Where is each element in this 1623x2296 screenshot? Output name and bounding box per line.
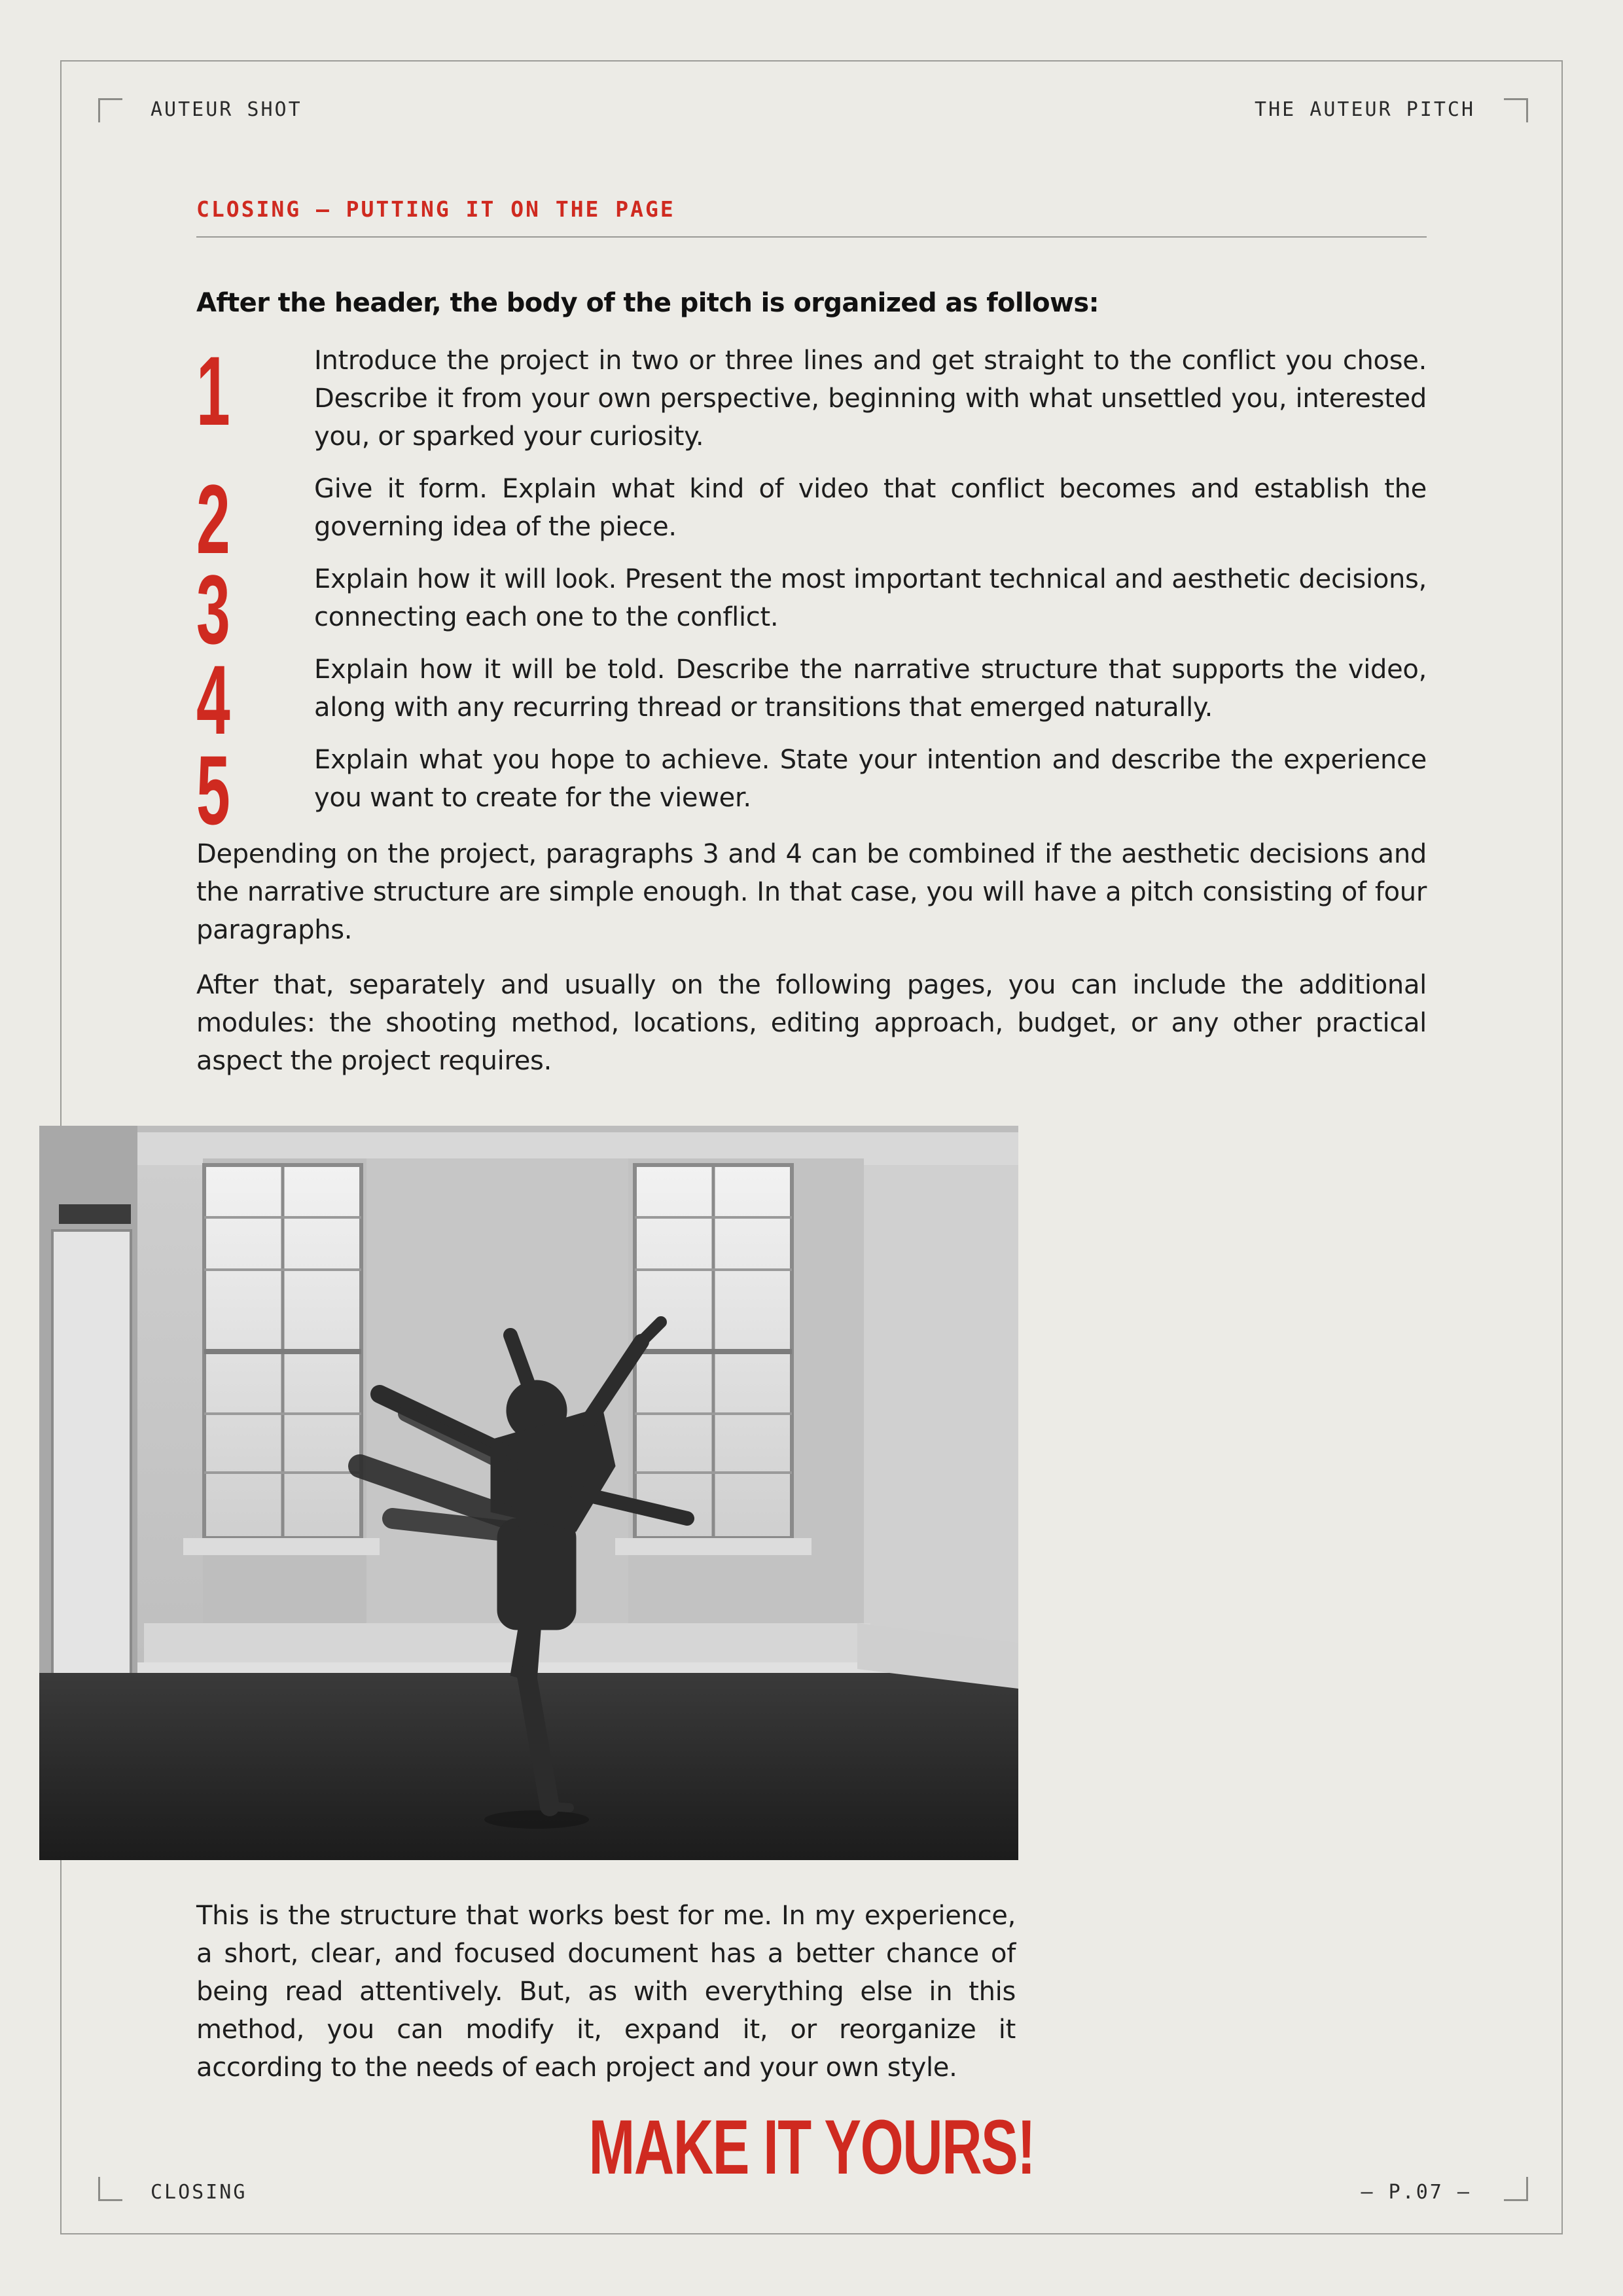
step-number: 5 [196,735,230,845]
section-divider [196,236,1427,238]
closing-paragraph: This is the structure that works best for me. In my experience, a short, clear, and focused document has a better chance of being read attentively. But, as with everything else in this method, you can modify it, expand it, or reorganize it according to the needs of each project and your own style. [196,1901,1016,2083]
step-item-2 [196,464,1427,574]
dancer-photo [39,1126,1018,1860]
step-item-5 [196,735,1427,845]
body-paragraph: After that, separately and usually on the following pages, you can include the additional modules: the shooting method, locations, editing approach, budget, or any other practical aspect the project requires. [196,970,1427,1076]
step-number: 4 [196,645,230,755]
corner-mark-top-right [1504,98,1528,122]
step-text: Introduce the project in two or three lines and get straight to the conflict you chose. Describe it from your own perspective, beginning with what unsettled you, interested you, or sparked your curiosity. [314,346,1427,452]
call-to-action-text: MAKE IT YOURS! [588,2104,1035,2191]
step-text: Give it form. Explain what kind of video that conflict becomes and establish the governing idea of the piece. [314,474,1427,542]
section-title: CLOSING — PUTTING IT ON THE PAGE [196,196,675,222]
running-header-left: AUTEUR SHOT [151,98,302,121]
body-paragraph: Depending on the project, paragraphs 3 and 4 can be combined if the aesthetic decisions and the narrative structure are simple enough. In that case, you will have a pitch consisting of four paragraphs. [196,839,1427,945]
step-text: Explain how it will look. Present the most important technical and aesthetic decisions, connecting each one to the conflict. [314,564,1427,632]
step-number: 2 [196,464,230,574]
call-to-action-heading [0,2104,1623,2191]
step-number: 1 [196,336,230,446]
running-header-right: THE AUTEUR PITCH [1255,98,1475,121]
step-text: Explain how it will be told. Describe the narrative structure that supports the video, along with any recurring thread or transitions that emerged naturally. [314,655,1427,723]
step-text: Explain what you hope to achieve. State your intention and describe the experience you want to create for the viewer. [314,745,1427,813]
lead-sentence: After the header, the body of the pitch is organized as follows: [196,288,1099,318]
step-item-1 [196,336,1427,456]
step-item-4 [196,645,1427,755]
page-number: — P.07 — [1361,2181,1471,2204]
running-footer-left: CLOSING [151,2181,247,2204]
step-number: 3 [196,554,230,664]
step-item-3 [196,554,1427,664]
corner-mark-top-left [98,98,122,122]
